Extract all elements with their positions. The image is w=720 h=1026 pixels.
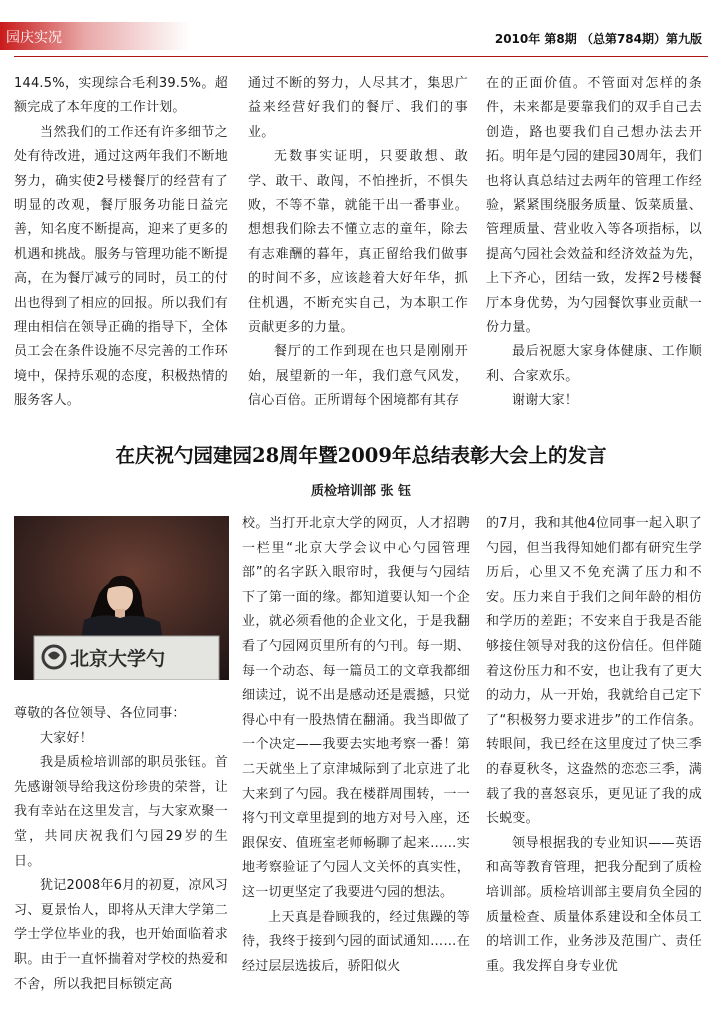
paragraph: 的7月，我和其他4位同事一起入职了勺园，但当我得知她们都有研究生学历后，心里又不免充满了压力和不安。压力来自于我们之间年龄的相仿和学历的差距；不安来自于我是否能够接住领导对我的这份信任。但伴随着这份压力和不安，也让我有了更大的动力，从一开始，我就给自己定下了“积极努力要求进步”的工作信条。转眼间，我已经在这里度过了快三季的春夏秋冬，这盎然的恋恋三季，满载了我的喜怒哀乐，更见证了我的成长蜕变。: [486, 516, 702, 827]
paragraph: 尊敬的各位领导、各位同事：: [14, 706, 186, 721]
paragraph: 我是质检培训部的职员张钰。首先感谢领导给我这份珍贵的荣誉，让我有幸站在这里发言，与大家欢聚一堂，共同庆祝我们勺园29岁的生日。: [14, 755, 228, 869]
article-title: 在庆祝勺园建园28周年暨2009年总结表彰大会上的发言: [115, 444, 607, 467]
paragraph: 犹记2008年6月的初夏，凉风习习、夏景怡人，即将从天津大学第二学士学位毕业的我，也开始面临着求职。由于一直怀揣着对学校的热爱和不舍，所以我把目标锁定高: [14, 878, 228, 992]
paragraph: 谢谢大家！: [512, 393, 579, 409]
header-rule: [14, 56, 708, 57]
paragraph: 领导根据我的专业知识——英语和高等教育管理，把我分配到了质检培训部。质检培训部主要肩负全园的质量检查、质量体系建设和全体员工的培训工作，业务涉及范围广、责任重。我发挥自身专业优: [486, 835, 702, 974]
speaker-photo: [14, 516, 229, 680]
paragraph: 在的正面价值。不管面对怎样的条件，未来都是要靠我们的双手自己去创造，路也要我们自己想办法去开拓。明年是勺园的建园30周年，我们也将认真总结过去两年的管理工作经验，紧紧围绕服务质量、饭菜质量、管理质量、营业收入等各项指标，以提高勺园社会效益和经济效益为先，上下齐心，团结一致，发挥2号楼餐厅本身优势，为勺园餐饮事业贡献一份力量。: [486, 76, 702, 336]
paragraph: 144.5%，实现综合毛利39.5%。超额完成了本年度的工作计划。: [14, 76, 228, 116]
article-author: 质检培训部 张 钰: [310, 484, 412, 499]
paragraph: 校。当打开北京大学的网页，人才招聘一栏里“北京大学会议中心勺园管理部”的名字跃入眼帘时，我便与勺园结下了第一面的缘。都知道要认知一个企业，就必须看他的企业文化，于是我翻看了勺园网页里所有的勺刊。每一期、每一个动态、每一篇员工的文章我都细细读过，说不出是感动还是震撼，只觉得心中有一股热情在翻涌。我当即做了一个决定——我要去实地考察一番！第二天就坐上了京津城际到了北京进了北大来到了勺园。我在楼群周围转，一一将勺刊文章里提到的地方对号入座，还跟保安、值班室老师畅聊了起来……实地考察验证了勺园人文关怀的真实性，这一切更坚定了我要进勺园的想法。: [242, 516, 470, 900]
paragraph: 上天真是眷顾我的，经过焦躁的等待，我终于接到勺园的面试通知……在经过层层选拔后，骄阳似火: [242, 909, 470, 974]
paragraph: 当然我们的工作还有许多细节之处有待改进，通过这两年我们不断地努力，确实使2号楼餐厅的经营有了明显的改观，餐厅服务功能日益完善，知名度不断提高，迎来了更多的机遇和挑战。服务与管理功能不断提高，在为餐厅减亏的同时，员工的付出也得到了相应的回报。所以我们有理由相信在领导正确的指导下，全体员工会在条件设施不尽完善的工作环境中，保持乐观的态度，积极热情的服务客人。: [14, 124, 228, 409]
paragraph: 最后祝愿大家身体健康、工作顺利、合家欢乐。: [486, 344, 702, 384]
section-label: 园庆实况: [6, 30, 62, 46]
paragraph: 无数事实证明，只要敢想、敢学、敢干、敢闯，不怕挫折，不惧失败，不等不靠，就能干出一番事业。想想我们除去不懂立志的童年，除去有志难酬的暮年，真正留给我们做事的时间不多，应该趁着大好年华，抓住机遇，不断充实自己，为本职工作贡献更多的力量。: [248, 149, 468, 336]
article-column-2: [242, 512, 470, 979]
paragraph: 餐厅的工作到现在也只是刚刚开始，展望新的一年，我们意气风发，信心百倍。正所谓每个困境都有其存: [248, 344, 468, 409]
paragraph: 大家好！: [40, 730, 93, 746]
podium-sign: 北京大学勺: [70, 648, 166, 670]
page-header: [0, 0, 720, 58]
issue-info: 2010年 第8期 （总第784期）第九版: [494, 32, 702, 46]
paragraph: 通过不断的努力，人尽其才，集思广益来经营好我们的餐厅、我们的事业。: [248, 76, 468, 140]
top-column-1: [14, 72, 228, 414]
article-column-1: [14, 702, 228, 997]
section-tab: [0, 22, 190, 50]
article-column-3: [486, 512, 702, 979]
top-column-2: [248, 72, 468, 414]
top-column-3: [486, 72, 702, 414]
